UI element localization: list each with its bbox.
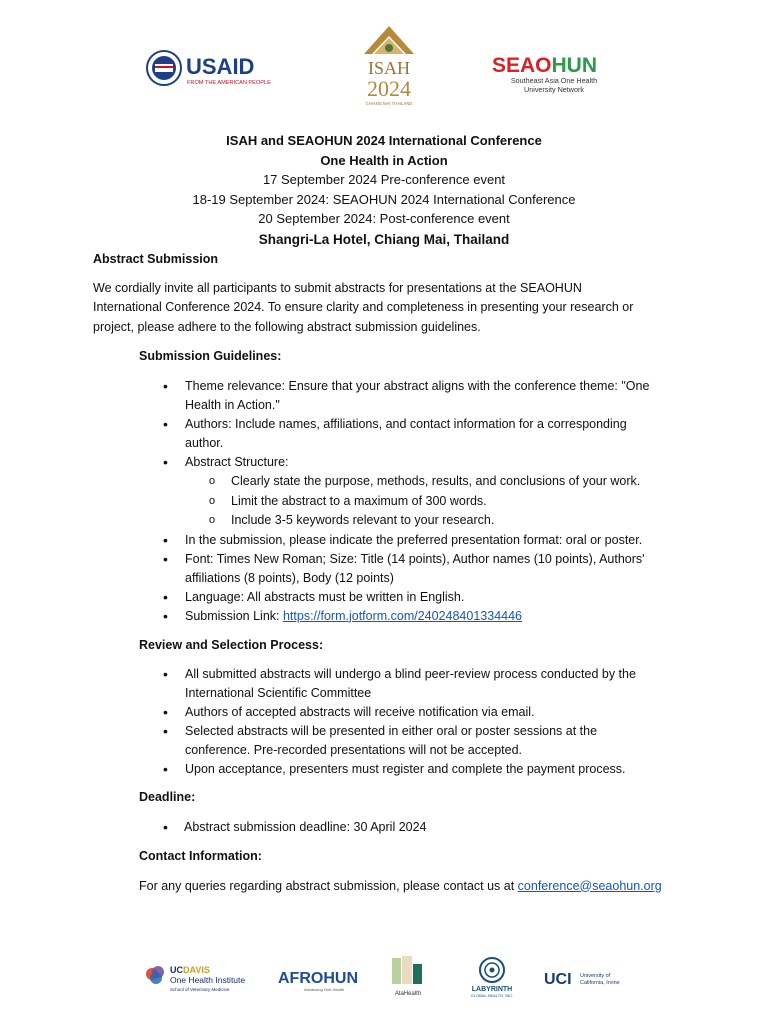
atahealth-name: AtaHealth <box>394 991 422 997</box>
list-item: • Abstract Structure: o Clearly state the purpose, methods, results, and conclusions of your work. o Limit the abstract to a maximum of 300 words. o Include 3-5 keywords relevant to your research. <box>93 453 693 531</box>
list-item: • Authors of accepted abstracts will receive notification via email. <box>93 703 693 722</box>
svg-text:UCDAVIS <box>170 965 210 975</box>
usaid-logo <box>146 50 278 90</box>
review-heading: Review and Selection Process: <box>139 637 324 652</box>
ucdavis-uc: UC <box>170 965 183 975</box>
date-preconference: 17 September 2024 Pre-conference event <box>262 172 506 188</box>
list-item: • Theme relevance: Ensure that your abstract aligns with the conference theme: "One Health in Action." <box>93 377 693 415</box>
intro-line: We cordially invite all participants to submit abstracts for presentations at the SEAOHUN <box>93 280 582 295</box>
venue: Shangri-La Hotel, Chiang Mai, Thailand <box>258 231 510 247</box>
usaid-tagline: FROM THE AMERICAN PEOPLE <box>187 80 271 86</box>
isah-year: 2024 <box>367 76 411 101</box>
list-item: • In the submission, please indicate the preferred presentation format: oral or poster. <box>93 531 693 550</box>
ucdavis-logo <box>144 962 260 996</box>
contact-email-link[interactable]: conference@seaohun.org <box>517 878 662 893</box>
contact-text: For any queries regarding abstract submission, please contact us at <box>139 878 518 893</box>
labyrinth-name: LABYRINTH <box>471 986 513 993</box>
seaohun-line1: Southeast Asia One Health <box>510 76 598 85</box>
ucdavis-line1: One Health Institute <box>170 975 246 985</box>
list-item: • Language: All abstracts must be written in English. <box>93 588 693 607</box>
contact-line <box>93 877 693 897</box>
seaohun-name-b: HUN <box>551 54 598 77</box>
deadline-heading: Deadline: <box>139 790 196 805</box>
abstract-heading: Abstract Submission <box>93 252 219 266</box>
list-item: • Abstract submission deadline: 30 April 2024 <box>93 818 693 837</box>
list-item: • Selected abstracts will be presented in either oral or poster sessions at the conference. Pre-recorded presentations will not be accepted. <box>93 722 693 760</box>
list-item: • Upon acceptance, presenters must register and complete the payment process. <box>93 760 693 779</box>
list-item: • Font: Times New Roman; Size: Title (14 points), Author names (10 points), Authors' affiliations (8 points), Body (12 points) <box>93 550 693 588</box>
list-item: • Authors: Include names, affiliations, and contact information for a corresponding author. <box>93 415 693 453</box>
submission-link-label: Submission Link: <box>185 608 283 623</box>
afrohun-tag: Advancing One Health <box>303 987 345 992</box>
afrohun-logo <box>278 966 370 994</box>
contact-heading: Contact Information: <box>139 848 262 863</box>
intro-line: project, please adhere to the following abstract submission guidelines. <box>93 319 481 334</box>
structure-sublist <box>185 472 693 531</box>
partner-logo-bar <box>0 952 768 1000</box>
uci-line1: University of <box>580 973 611 979</box>
review-list <box>93 665 693 779</box>
guidelines-heading: Submission Guidelines: <box>139 349 282 364</box>
date-postconference: 20 September 2024: Post-conference event <box>258 211 510 227</box>
labyrinth-sub: GLOBAL HEALTH, INC. <box>470 993 514 998</box>
top-logo-bar <box>0 24 768 114</box>
seaohun-logo <box>492 52 616 96</box>
deadline-list <box>93 818 693 837</box>
afrohun-name: AFROHUN <box>278 970 358 987</box>
seaohun-name-a: SEAO <box>492 54 552 77</box>
intro-line: International Conference 2024. To ensure clarity and completeness in presenting your research or <box>93 300 634 315</box>
sub-list-item: o Include 3-5 keywords relevant to your research. <box>185 511 693 531</box>
guidelines-list <box>93 377 693 626</box>
uci-logo <box>544 968 630 990</box>
conference-header <box>0 131 768 251</box>
isah-2024-logo <box>354 24 424 110</box>
atahealth-logo <box>388 954 434 998</box>
ucdavis-davis: DAVIS <box>183 965 210 975</box>
document-body <box>93 250 693 896</box>
list-item: • All submitted abstracts will undergo a blind peer-review process conducted by the International Scientific Committee <box>93 665 693 703</box>
svg-text:SEAOHUN <box>492 54 597 77</box>
seaohun-line2: University Network <box>524 85 584 94</box>
isah-name: ISAH <box>367 58 411 78</box>
ucdavis-line2: School of Veterinary Medicine <box>170 987 230 992</box>
uci-line2: California, Irvine <box>580 980 620 986</box>
list-item <box>93 607 693 626</box>
date-conference: 18-19 September 2024: SEAOHUN 2024 International Conference <box>192 191 576 207</box>
usaid-name: USAID <box>186 54 255 79</box>
conference-theme: One Health in Action <box>320 152 448 168</box>
labyrinth-logo <box>464 956 520 1000</box>
isah-sub: CHIANG MAI THAILAND <box>365 101 413 106</box>
sub-list-item: o Clearly state the purpose, methods, results, and conclusions of your work. <box>185 472 693 492</box>
uci-name: UCI <box>544 971 572 988</box>
conference-title: ISAH and SEAOHUN 2024 International Conference <box>226 133 542 148</box>
sub-list-item: o Limit the abstract to a maximum of 300 words. <box>185 492 693 512</box>
submission-link[interactable]: https://form.jotform.com/240248401334446 <box>282 608 523 623</box>
